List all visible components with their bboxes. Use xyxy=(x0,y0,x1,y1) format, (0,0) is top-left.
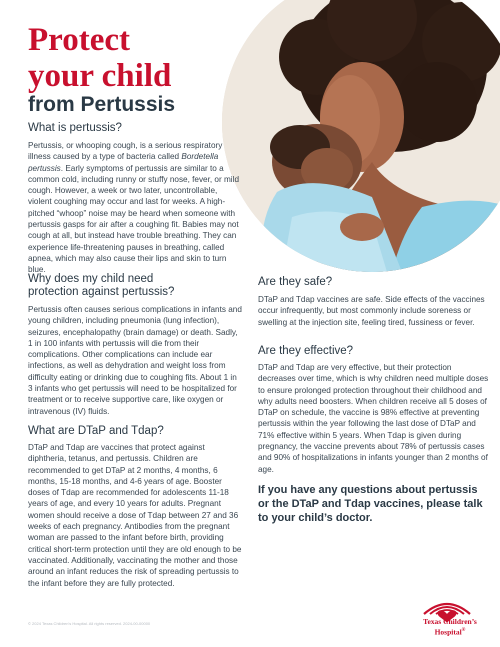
effective-text: DTaP and Tdap are very effective, but their protection decreases over time, which is why children need multiple doses to ensure prolonged protection throughout their childhood and why adults need boosters. When children receive all 5 doses of DTaP on schedule, the vaccine is 98% effective at preventing pertussis within the year following the last dose of DTaP and 71% effective within 5 years. When Tdap is given during pregnancy, the vaccine prevents about 78% of pertussis cases and 90% of hospitalizations in infants younger than 2 months of age. xyxy=(258,363,489,474)
logo-registered-mark: ® xyxy=(461,628,466,633)
logo-line1: Texas Children’s xyxy=(423,617,477,626)
hero-photo xyxy=(222,0,500,272)
what-is-text xyxy=(28,140,242,276)
page-title-line2: your child xyxy=(28,58,172,94)
safe-text: DTaP and Tdap vaccines are safe. Side effects of the vaccines occur infrequently, but most commonly include soreness or swelling at the injection site, feeling tired, fussiness or fever. xyxy=(258,295,485,327)
what-are-heading: What are DTaP and Tdap? xyxy=(28,425,164,437)
logo-line2-text: Hospital xyxy=(434,627,462,637)
what-are-text: DTaP and Tdap are vaccines that protect against diphtheria, tetanus, and pertussis. Children are recommended to get DTaP at 2 months, 4 months, 6 months, 15-18 months, and 4-6 years of age. Booster doses of Tdap are recommended for adolescents 11-18 years of age, and every 10 years for adults. Pregnant women should receive a dose of Tdap between 27 and 36 weeks of each pregnancy. Antibodies from the pregnant woman are passed to the infant before birth, providing critical short-term protection until they are old enough to be vaccinated. Additionally, vaccinating the mother and those around an infant reduces the risk of spreading pertussis to the infant before they are fully protected. xyxy=(28,443,242,588)
copyright-text: © 2024 Texas Children's Hospital. All rights reserved. 2024-00-00000 xyxy=(28,621,151,626)
why-text: Pertussis often causes serious complications in infants and young children, including pneumonia (lung infection), seizures, encephalopathy (brain damage) or death. Sadly, 1 in 100 infants with pertussis will die from their complications. Other complications can include ear infections, as well as dehydration and weight loss from difficulty eating or drinking due to coughing fits. About 1 in 3 infants who get pertussis will need to be hospitalized for treatment or to receive supportive care, like oxygen or intravenous (IV) fluids. xyxy=(28,305,242,416)
mother-kissing-baby-illustration xyxy=(222,0,500,272)
safe-heading: Are they safe? xyxy=(258,276,333,288)
cta-text: If you have any questions about pertussis or the DTaP and Tdap vaccines, please talk to your child’s doctor. xyxy=(258,484,483,524)
effective-heading: Are they effective? xyxy=(258,345,354,357)
what-is-heading: What is pertussis? xyxy=(28,122,122,134)
why-heading-line1: Why does my child need xyxy=(28,273,154,285)
what-is-text-part1: Pertussis, or whooping cough, is a serious respiratory illness caused by a type of bacteria called xyxy=(28,141,223,162)
what-is-text-italic: Bordetella pertussis xyxy=(28,152,219,173)
why-heading-line2: protection against pertussis? xyxy=(28,286,175,298)
logo-wordmark xyxy=(408,617,492,637)
what-is-text-part2: . Early symptoms of pertussis are similar to a common cold, including runny or stuffy nose, fever, or mild cough. However, a week or two later, uncontrollable, violent coughing may occur and last for weeks. A high-pitched “whoop” noise may be heard when someone with pertussis gasps for air after a coughing fit. Babies may not cough at all, but instead have trouble breathing. They can experience life-threatening pauses in breathing, called apnea, which may also cause their lips and skin to turn blue. xyxy=(28,163,240,275)
logo-line2 xyxy=(408,626,492,637)
page-title-line3: from Pertussis xyxy=(28,93,176,116)
page-title-line1: Protect xyxy=(28,22,130,58)
